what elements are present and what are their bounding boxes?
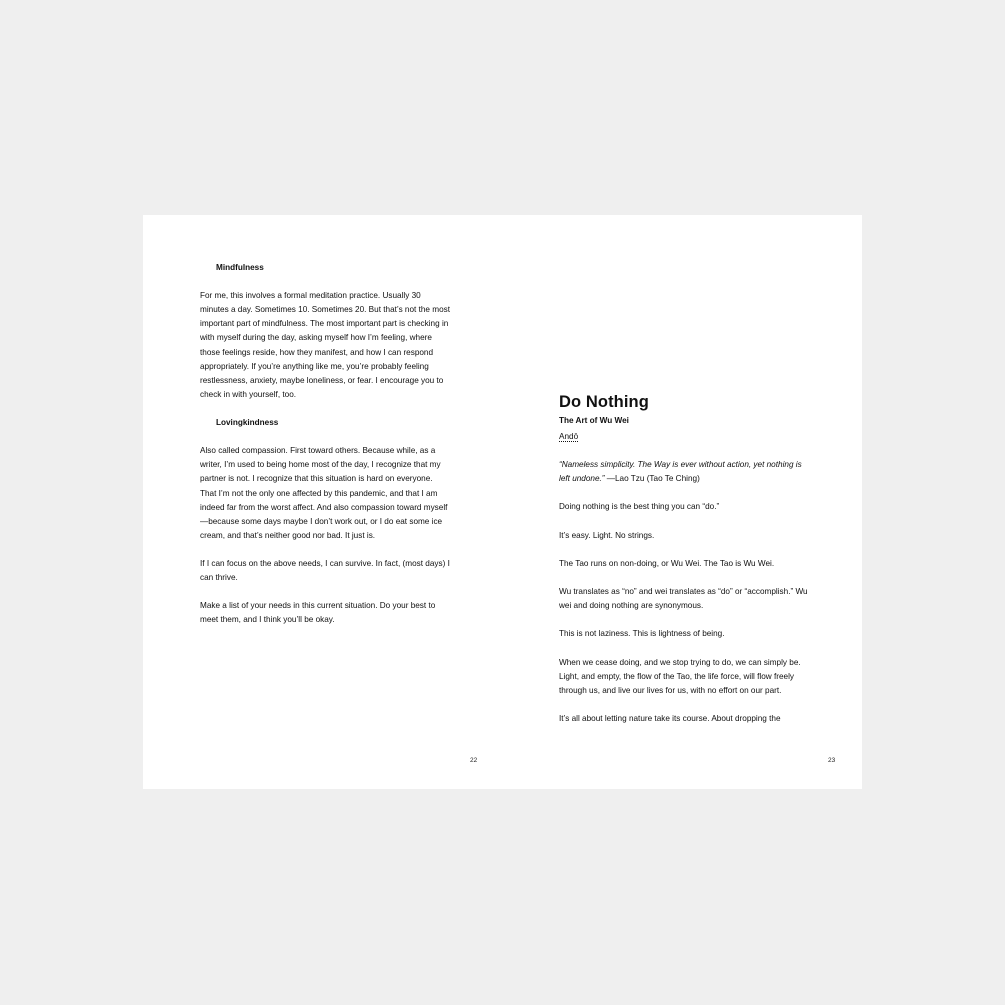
book-spread: [143, 215, 862, 789]
epigraph: [559, 458, 809, 486]
chapter-title: Do Nothing: [559, 393, 649, 411]
paragraph: Doing nothing is the best thing you can “do.”: [559, 502, 720, 512]
left-page: [143, 215, 502, 789]
right-text-column: [559, 392, 809, 740]
chapter-author-link[interactable]: Andō: [559, 432, 579, 442]
chapter-subtitle: The Art of Wu Wei: [559, 416, 629, 425]
epigraph-quote: “Nameless simplicity. The Way is ever without action, yet nothing is left undone.”: [559, 460, 802, 484]
paragraph: It’s easy. Light. No strings.: [559, 530, 655, 540]
paragraph: This is not laziness. This is lightness of being.: [559, 629, 725, 639]
left-text-column: [200, 261, 450, 642]
section-heading-mindfulness: Mindfulness: [216, 263, 264, 272]
paragraph: Make a list of your needs in this current situation. Do your best to meet them, and I think you’ll be okay.: [200, 601, 436, 625]
page-number-right: 23: [828, 757, 836, 764]
paragraph: The Tao runs on non-doing, or Wu Wei. The Tao is Wu Wei.: [559, 558, 775, 568]
paragraph: Also called compassion. First toward others. Because while, as a writer, I’m used to being home most of the day, I recognize that my partner is not. I recognize that this situation is hard on everyone. That I’m not the only one affected by this pandemic, and that I am indeed far from the worst affect. And also compassion toward myself—because some days maybe I don’t work out, or I do eat some ice cream, and that’s neither good nor bad. It just is.: [200, 446, 448, 540]
paragraph: Wu translates as “no” and wei translates as “do” or “accomplish.” Wu wei and doing nothing are synonymous.: [559, 587, 808, 611]
right-page: [502, 215, 862, 789]
paragraph: It’s all about letting nature take its course. About dropping the: [559, 713, 781, 723]
epigraph-attribution: —Lao Tzu (Tao Te Ching): [604, 474, 700, 484]
section-heading-lovingkindness: Lovingkindness: [216, 418, 279, 428]
paragraph: If I can focus on the above needs, I can survive. In fact, (most days) I can thrive.: [200, 558, 450, 583]
paragraph: For me, this involves a formal meditation practice. Usually 30 minutes a day. Sometimes 10. Sometimes 20. But that’s not the most important part of mindfulness. The most important part is checking in with myself during the day, asking myself how I’m feeling, where those feelings reside, how they manifest, and how I can respond appropriately. If you’re anything like me, you’re probably feeling restlessness, anxiety, maybe loneliness, or fear. I encourage you to check in with yourself, too.: [200, 291, 450, 399]
page-number-left: 22: [470, 757, 478, 764]
paragraph: When we cease doing, and we stop trying to do, we can simply be. Light, and empty, the flow of the Tao, the life force, will flow freely through us, and live our lives for us, with no effort on our part.: [559, 657, 801, 695]
